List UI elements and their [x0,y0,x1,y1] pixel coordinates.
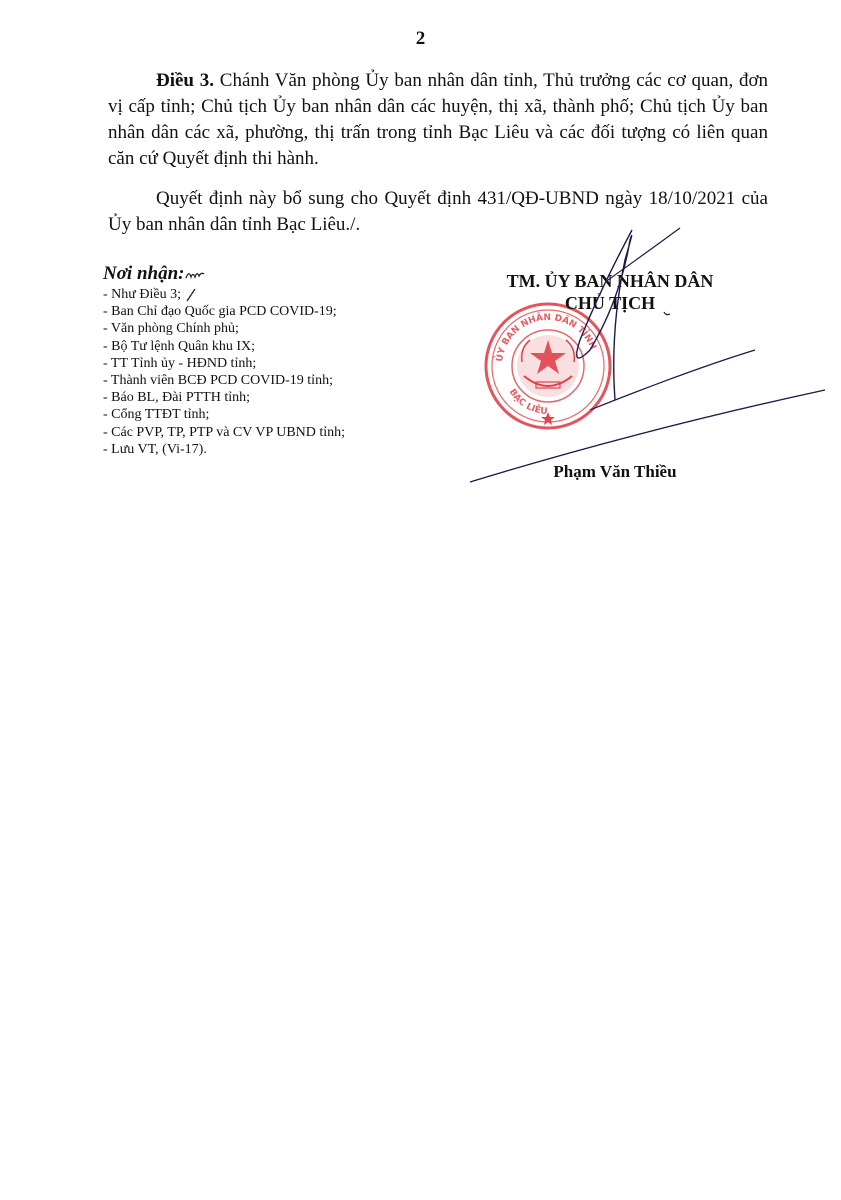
recipient-item: - TT Tỉnh ủy - HĐND tỉnh; [103,355,257,371]
recipient-item: - Như Điều 3; [103,286,433,303]
initial-mark-icon [184,268,206,282]
svg-text:ỦY BAN NHÂN DÂN TỈNH: ỦY BAN NHÂN DÂN TỈNH [495,312,598,363]
page-number: 2 [415,28,426,49]
signing-title: CHỦ TỊCH [564,293,656,313]
recipient-item: - Cổng TTĐT tỉnh; [103,407,210,423]
recipients-block [103,262,433,458]
article-3-label: Điều 3. [156,70,215,91]
recipient-list [103,286,433,458]
article-3-paragraph [108,68,768,172]
recipient-item: - Văn phòng Chính phủ; [103,321,239,337]
recipient-item: - Lưu VT, (Vi-17). [103,441,207,457]
recipients-title: Nơi nhận: [103,262,433,286]
recipient-item: - Bộ Tư lệnh Quân khu IX; [103,338,255,354]
recipient-item: - Báo BL, Đài PTTH tỉnh; [103,390,250,406]
recipient-item: - Ban Chỉ đạo Quốc gia PCD COVID-19; [103,304,337,320]
article-3-text: Chánh Văn phòng Ủy ban nhân dân tỉnh, Thủ trưởng các cơ quan, đơn vị cấp tỉnh; Chủ tịch Ủy ban nhân dân các huyện, thị xã, thành phố; Chủ tịch Ủy ban nhân dân các xã, phường, thị trấn trong tỉnh Bạc Liêu và các đối tượng có liên quan căn cứ Quyết định thi hành. [108,70,768,169]
svg-text:BẠC LIÊU: BẠC LIÊU [506,387,548,418]
signing-organization: TM. ỦY BAN NHÂN DÂN [506,271,714,291]
slash-mark-icon [184,288,198,302]
handwritten-signature-icon [440,220,830,490]
document-body [108,68,768,238]
recipient-item: - Các PVP, TP, PTP và CV VP UBND tỉnh; [103,424,346,440]
supplement-paragraph: Quyết định này bổ sung cho Quyết định 431/QĐ-UBND ngày 18/10/2021 của Ủy ban nhân dân tỉnh Bạc Liêu./. [108,188,768,235]
recipient-item: - Thành viên BCĐ PCD COVID-19 tỉnh; [103,373,333,389]
signer-name: Phạm Văn Thiều [553,462,677,481]
